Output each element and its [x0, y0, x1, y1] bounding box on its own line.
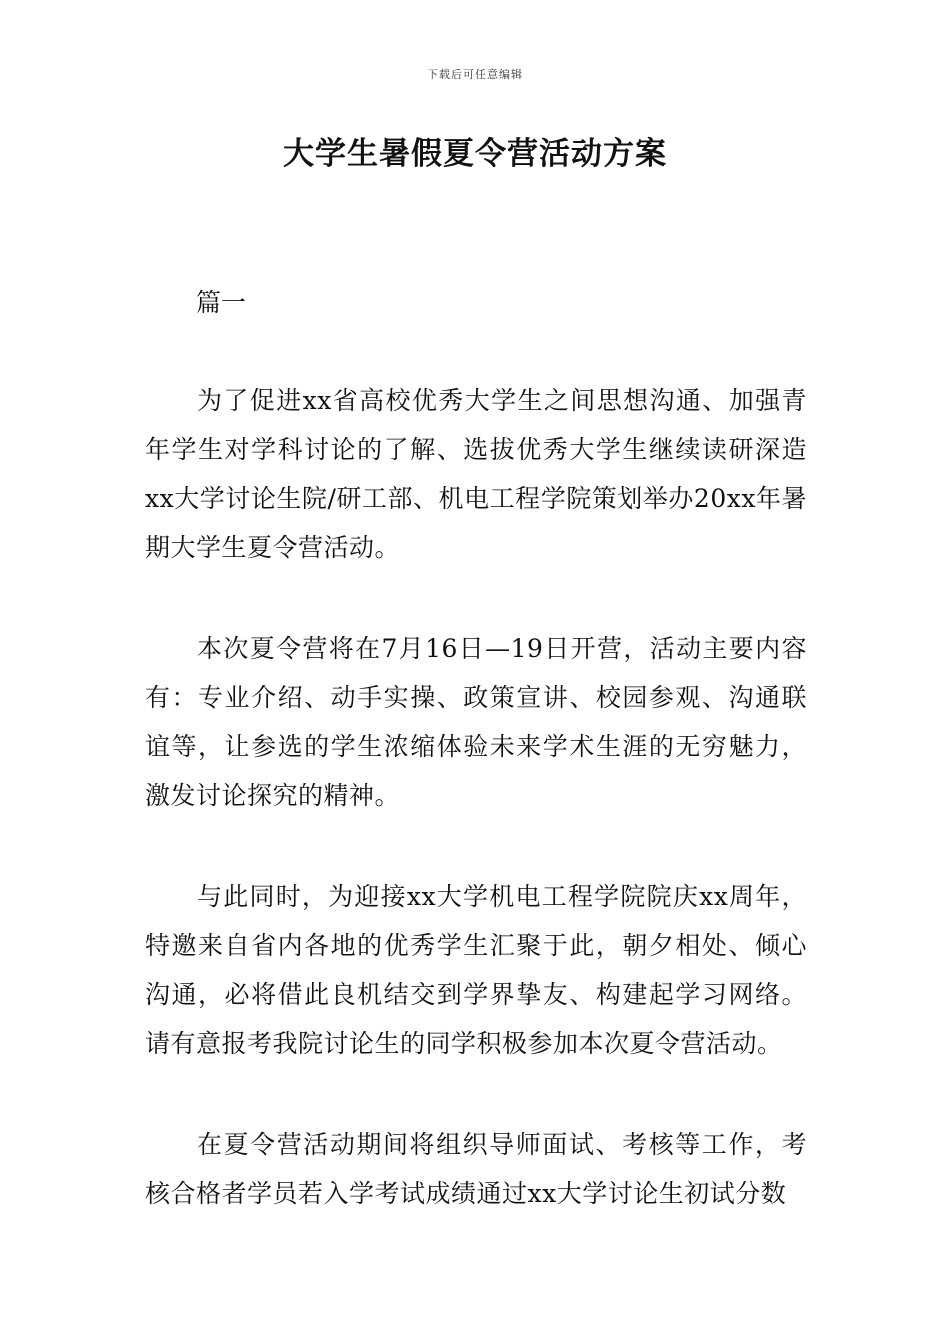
section-label: 篇一	[196, 288, 247, 317]
paragraph-intro: 为了促进xx省高校优秀大学生之间思想沟通、加强青年学生对学科讨论的了解、选拔优秀大学生继续读研深造xx大学讨论生院/研工部、机电工程学院策划举办20xx年暑期大学生夏令营活动。	[145, 386, 807, 562]
paragraph-block-4	[145, 1120, 807, 1218]
paragraph-block-2	[145, 624, 807, 820]
header-note: 下载后可任意编辑	[427, 68, 523, 81]
paragraph-block-3	[145, 872, 807, 1068]
paragraph-schedule: 本次夏令营将在7月16日—19日开营，活动主要内容有：专业介绍、动手实操、政策宣讲、校园参观、沟通联谊等，让参选的学生浓缩体验未来学术生涯的无穷魅力，激发讨论探究的精神。	[145, 634, 807, 810]
paragraph-assessment: 在夏令营活动期间将组织导师面试、考核等工作，考核合格者学员若入学考试成绩通过xx大学讨论生初试分数	[145, 1130, 807, 1208]
document-title: 大学生暑假夏令营活动方案	[283, 136, 667, 172]
paragraph-block-1	[145, 376, 807, 572]
paragraph-anniversary: 与此同时，为迎接xx大学机电工程学院院庆xx周年，特邀来自省内各地的优秀学生汇聚于此，朝夕相处、倾心沟通，必将借此良机结交到学界挚友、构建起学习网络。请有意报考我院讨论生的同学积极参加本次夏令营活动。	[145, 882, 807, 1058]
